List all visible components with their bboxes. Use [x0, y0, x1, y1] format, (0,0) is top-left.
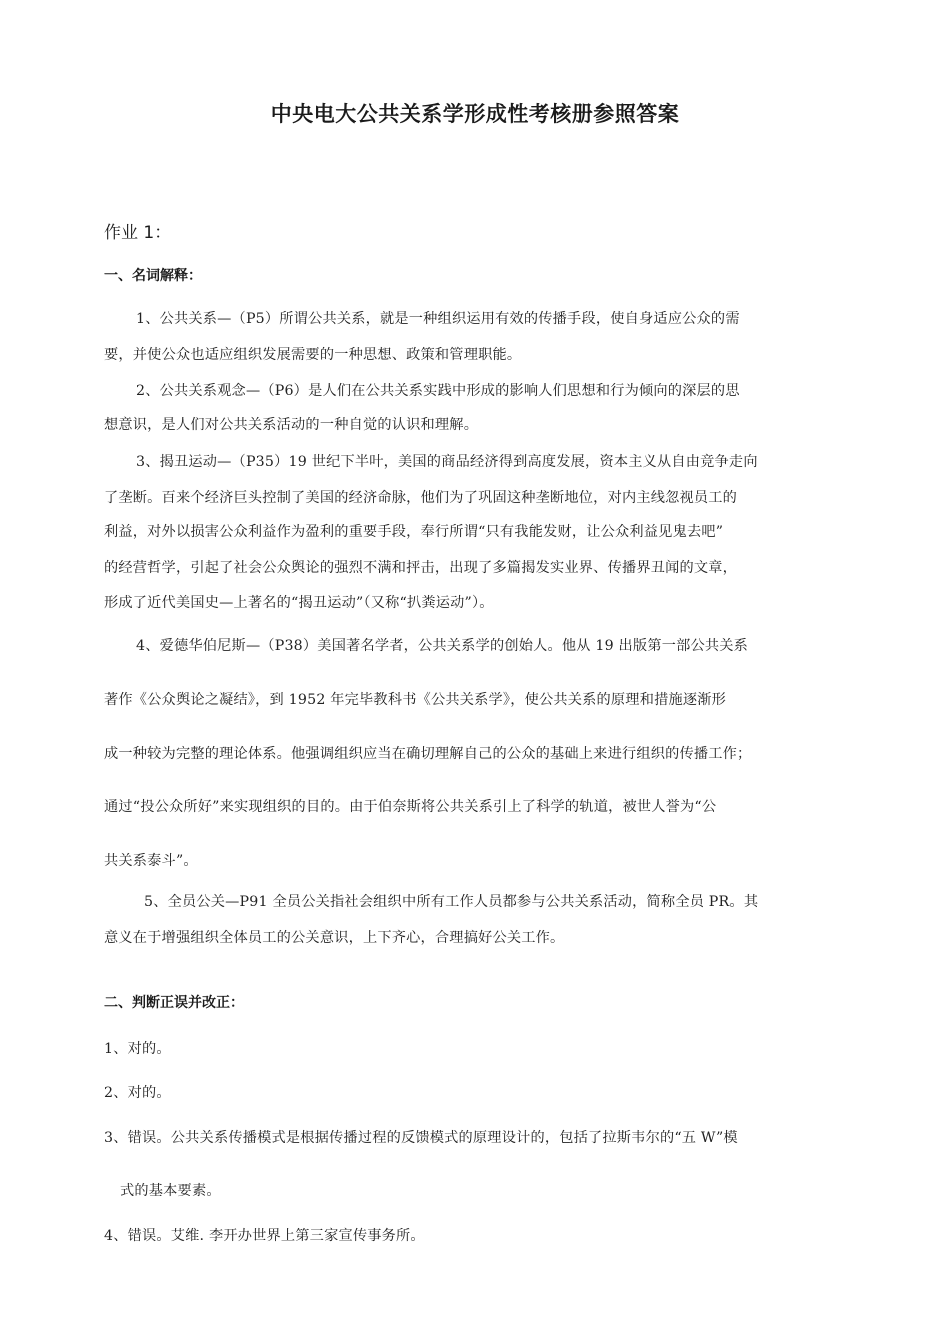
definition-3-line-2: 了垄断。百来个经济巨头控制了美国的经济命脉，他们为了巩固这种垄断地位，对内主线忽视员工的	[104, 490, 738, 506]
definition-3-line-5: 形成了近代美国史—上著名的“揭丑运动”（又称“扒粪运动”）。	[104, 595, 494, 611]
definition-4-line-5: 共关系泰斗”。	[104, 853, 198, 869]
definition-5-line-2: 意义在于增强组织全体员工的公关意识，上下齐心，合理搞好公关工作。	[104, 930, 565, 946]
section-heading-definitions: 一、名词解释：	[104, 268, 202, 284]
judgment-3-line-1: 3、错误。公共关系传播模式是根据传播过程的反馈模式的原理设计的，包括了拉斯韦尔的“五 W”模	[104, 1130, 738, 1146]
definition-1-line-1: 1、公共关系—（P5）所谓公共关系，就是一种组织运用有效的传播手段，使自身适应公众的需	[136, 311, 740, 327]
section-heading-true-false: 二、判断正误并改正：	[104, 995, 244, 1011]
definition-5-line-1: 5、全员公关—P91 全员公关指社会组织中所有工作人员都参与公共关系活动，简称全员 PR。其	[144, 894, 759, 910]
judgment-2: 2、对的。	[104, 1085, 171, 1101]
judgment-3-line-2: 式的基本要素。	[120, 1183, 221, 1199]
judgment-4: 4、错误。艾维. 李开办世界上第三家宣传事务所。	[104, 1228, 425, 1244]
definition-2-line-1: 2、公共关系观念—（P6）是人们在公共关系实践中形成的影响人们思想和行为倾向的深层的思	[136, 383, 740, 399]
definition-4-line-4: 通过“投公众所好”来实现组织的目的。由于伯奈斯将公共关系引上了科学的轨道，被世人誉为“公	[104, 799, 717, 815]
definition-1-line-2: 要，并使公众也适应组织发展需要的一种思想、政策和管理职能。	[104, 347, 522, 363]
document-title: 中央电大公共关系学形成性考核册参照答案	[270, 102, 680, 126]
definition-4-line-2: 著作《公众舆论之凝结》，到 1952 年完毕教科书《公共关系学》，使公共关系的原理和措施逐渐形	[104, 692, 727, 708]
definition-4-line-3: 成一种较为完整的理论体系。他强调组织应当在确切理解自己的公众的基础上来进行组织的传播工作；	[104, 746, 752, 762]
definition-3-line-4: 的经营哲学，引起了社会公众舆论的强烈不满和抨击，出现了多篇揭发实业界、传播界丑闻的文章，	[104, 560, 738, 576]
assignment-label: 作业 1：	[104, 223, 172, 243]
definition-3-line-1: 3、揭丑运动—（P35）19 世纪下半叶，美国的商品经济得到高度发展，资本主义从自由竞争走向	[136, 454, 758, 470]
definition-2-line-2: 想意识，是人们对公共关系活动的一种自觉的认识和理解。	[104, 417, 479, 433]
judgment-1: 1、对的。	[104, 1041, 171, 1057]
definition-3-line-3: 利益，对外以损害公众利益作为盈利的重要手段，奉行所谓“只有我能发财，让公众利益见鬼去吧”	[104, 524, 724, 540]
definition-4-line-1: 4、爱德华伯尼斯—（P38）美国著名学者，公共关系学的创始人。他从 19 出版第一部公共关系	[136, 638, 749, 654]
